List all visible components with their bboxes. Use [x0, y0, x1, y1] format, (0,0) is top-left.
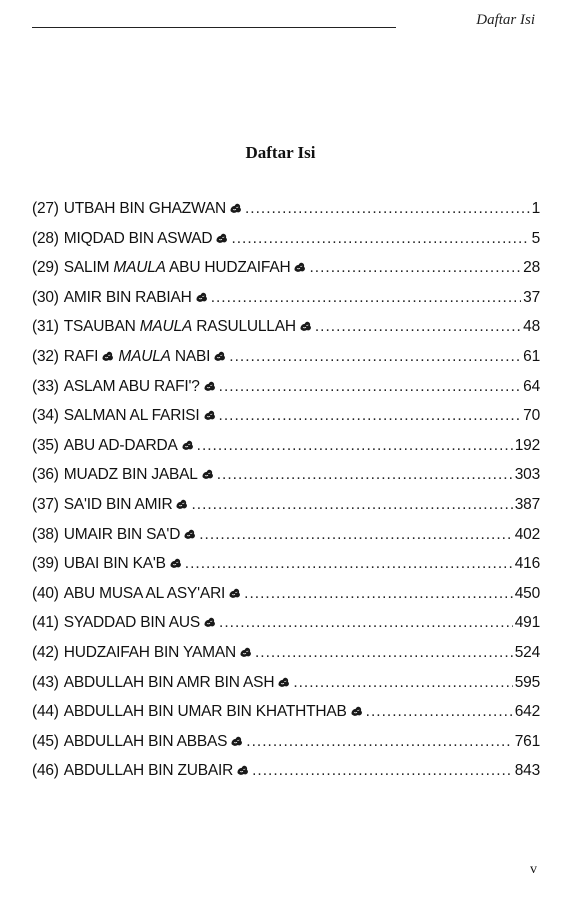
toc-entry-number: (46) [32, 762, 59, 780]
toc-entry-page: 70 [523, 407, 540, 425]
toc-entry-title-part: MUADZ BIN JABAL [63, 466, 198, 484]
dot-leader [244, 585, 513, 603]
honorific-icon [203, 380, 216, 392]
dot-leader [219, 614, 513, 632]
toc-entry-title-part: RAFI [63, 347, 99, 365]
dot-leader [229, 348, 521, 366]
honorific-icon [236, 764, 249, 776]
honorific-icon [293, 261, 306, 273]
toc-entry-title-part: ABU AD-DARDA [63, 436, 178, 454]
honorific-icon [181, 439, 194, 451]
toc-entry-number: (42) [32, 643, 59, 661]
honorific-icon [101, 350, 114, 362]
toc-entry[interactable] [32, 318, 540, 348]
honorific-icon [203, 409, 216, 421]
toc-entry-page: 761 [514, 732, 540, 750]
dot-leader [252, 762, 513, 780]
toc-entry[interactable] [32, 437, 540, 467]
toc-entry-title-part: MAULA [139, 318, 193, 336]
toc-entry-title [64, 585, 241, 603]
toc-entry-title-part: ABDULLAH BIN AMR BIN ASH [63, 673, 275, 691]
header-rule [32, 27, 396, 28]
toc-entry-page: 5 [531, 229, 540, 247]
toc-entry-title-part: HUDZAIFAH BIN YAMAN [63, 643, 236, 661]
toc-entry[interactable] [32, 644, 540, 674]
honorific-icon [350, 705, 363, 717]
toc-entry-title-part: UBAI BIN KA'B [63, 555, 166, 573]
dot-leader [246, 733, 512, 751]
toc-entry[interactable] [32, 348, 540, 378]
toc-entry[interactable] [32, 496, 540, 526]
toc-entry-title [64, 733, 244, 751]
toc-entry-title-part: UTBAH BIN GHAZWAN [63, 200, 226, 217]
dot-leader [255, 644, 513, 662]
honorific-icon [213, 350, 226, 362]
toc-entry-title [64, 703, 363, 721]
toc-entry-number: (44) [32, 703, 59, 721]
toc-entry[interactable] [32, 466, 540, 496]
toc-entry-number: (43) [32, 673, 59, 691]
toc-entry[interactable] [32, 289, 540, 319]
toc-entry[interactable] [32, 200, 540, 230]
toc-entry[interactable] [32, 703, 540, 733]
honorific-icon [169, 557, 182, 569]
honorific-icon [239, 646, 252, 658]
honorific-icon [299, 320, 312, 332]
toc-entry-title [64, 496, 189, 514]
toc-entry-title [64, 200, 242, 218]
dot-leader [366, 703, 513, 721]
toc-entry-page: 192 [514, 436, 540, 454]
toc-entry-title [64, 407, 216, 425]
toc-entry-number: (34) [32, 407, 59, 425]
toc-entry-page: 416 [514, 555, 540, 573]
toc-entry-title [64, 762, 249, 780]
dot-leader [245, 200, 530, 218]
toc-entry-title [64, 378, 216, 396]
toc-entry-title-part: ABU HUDZAIFAH [165, 259, 291, 277]
table-of-contents [32, 200, 540, 792]
toc-entry-title-part: SALIM [63, 259, 114, 277]
toc-entry[interactable] [32, 526, 540, 556]
toc-entry-page: 402 [514, 525, 540, 543]
toc-entry-title [64, 466, 214, 484]
honorific-icon [228, 587, 241, 599]
toc-entry-page: 1 [531, 200, 540, 217]
toc-entry-title-part: AMIR BIN RABIAH [63, 288, 192, 306]
toc-entry-page: 28 [523, 259, 540, 277]
toc-entry[interactable] [32, 585, 540, 615]
toc-entry-title-part: SA'ID BIN AMIR [63, 495, 173, 513]
toc-entry-page: 491 [514, 614, 540, 632]
toc-entry-title-part: MAULA [118, 347, 171, 365]
toc-entry-title [64, 526, 196, 544]
toc-entry-number: (40) [32, 584, 59, 602]
toc-entry-number: (27) [32, 200, 59, 217]
toc-entry-title-part: RASULULLAH [192, 318, 296, 336]
toc-entry-title [64, 674, 291, 692]
page-folio: v [530, 862, 537, 877]
toc-entry-title [64, 437, 194, 455]
toc-entry-number: (38) [32, 525, 59, 543]
toc-entry[interactable] [32, 555, 540, 585]
toc-entry-number: (33) [32, 377, 59, 395]
toc-entry-number: (32) [32, 347, 59, 365]
toc-entry-title [64, 318, 312, 336]
toc-entry-title [64, 289, 208, 307]
toc-entry-number: (36) [32, 466, 59, 484]
toc-entry-number: (35) [32, 436, 59, 454]
honorific-icon [175, 498, 188, 510]
honorific-icon [229, 202, 242, 214]
toc-entry-title-part: ABDULLAH BIN ZUBAIR [63, 762, 234, 780]
page-title: Daftar Isi [245, 143, 316, 162]
toc-entry-title-part: SALMAN AL FARISI [63, 407, 200, 425]
toc-entry[interactable] [32, 407, 540, 437]
toc-entry-page: 48 [523, 318, 540, 336]
toc-entry-title-part: ASLAM ABU RAFI'? [63, 377, 200, 395]
toc-entry[interactable] [32, 378, 540, 408]
toc-entry-title [64, 644, 252, 662]
dot-leader [197, 437, 513, 455]
dot-leader [199, 526, 513, 544]
toc-entry-title [64, 230, 229, 248]
toc-entry-title [64, 555, 182, 573]
toc-entry-title-part: ABU MUSA AL ASY'ARI [63, 584, 226, 602]
toc-entry-page: 303 [514, 466, 540, 484]
toc-entry[interactable] [32, 733, 540, 763]
toc-entry-title-part: MAULA [113, 259, 166, 277]
honorific-icon [230, 735, 243, 747]
toc-entry-number: (41) [32, 614, 59, 632]
toc-entry-title [64, 259, 307, 277]
toc-entry-page: 37 [523, 288, 540, 306]
toc-entry-title [64, 348, 227, 366]
dot-leader [219, 378, 522, 396]
toc-entry-number: (30) [32, 288, 59, 306]
honorific-icon [215, 232, 228, 244]
toc-entry-number: (29) [32, 259, 59, 277]
toc-entry-number: (31) [32, 318, 59, 336]
honorific-icon [195, 291, 208, 303]
honorific-icon [201, 468, 214, 480]
toc-entry-page: 595 [514, 673, 540, 691]
toc-entry-page: 64 [523, 377, 540, 395]
toc-entry-title [64, 614, 216, 632]
toc-entry-title-part: UMAIR BIN SA'D [63, 525, 181, 543]
toc-entry[interactable] [32, 259, 540, 289]
dot-leader [219, 407, 522, 425]
toc-entry-title-part: TSAUBAN [63, 318, 140, 336]
honorific-icon [203, 616, 216, 628]
toc-entry-title-part: ABDULLAH BIN UMAR BIN KHATHTHAB [63, 703, 347, 721]
toc-entry-page: 61 [523, 347, 540, 365]
dot-leader [293, 674, 512, 692]
dot-leader [315, 318, 521, 336]
toc-entry-page: 642 [514, 703, 540, 721]
toc-entry-title-part: NABI [170, 347, 211, 365]
honorific-icon [277, 676, 290, 688]
toc-entry-number: (28) [32, 229, 59, 247]
dot-leader [191, 496, 512, 514]
dot-leader [309, 259, 521, 277]
toc-entry-number: (45) [32, 732, 59, 750]
dot-leader [185, 555, 513, 573]
honorific-icon [183, 528, 196, 540]
toc-entry[interactable] [32, 674, 540, 704]
dot-leader [217, 466, 513, 484]
toc-entry-page: 843 [514, 762, 540, 780]
toc-entry-title-part: MIQDAD BIN ASWAD [63, 229, 213, 247]
toc-entry[interactable] [32, 230, 540, 260]
dot-leader [231, 230, 529, 248]
running-head: Daftar Isi [476, 12, 535, 28]
toc-entry-page: 387 [514, 495, 540, 513]
toc-entry[interactable] [32, 614, 540, 644]
toc-entry-page: 524 [514, 643, 540, 661]
dot-leader [211, 289, 521, 307]
toc-entry[interactable] [32, 762, 540, 792]
toc-entry-number: (37) [32, 495, 59, 513]
toc-entry-title-part: ABDULLAH BIN ABBAS [63, 732, 228, 750]
toc-entry-page: 450 [514, 584, 540, 602]
toc-entry-number: (39) [32, 555, 59, 573]
toc-entry-title-part: SYADDAD BIN AUS [63, 614, 201, 632]
